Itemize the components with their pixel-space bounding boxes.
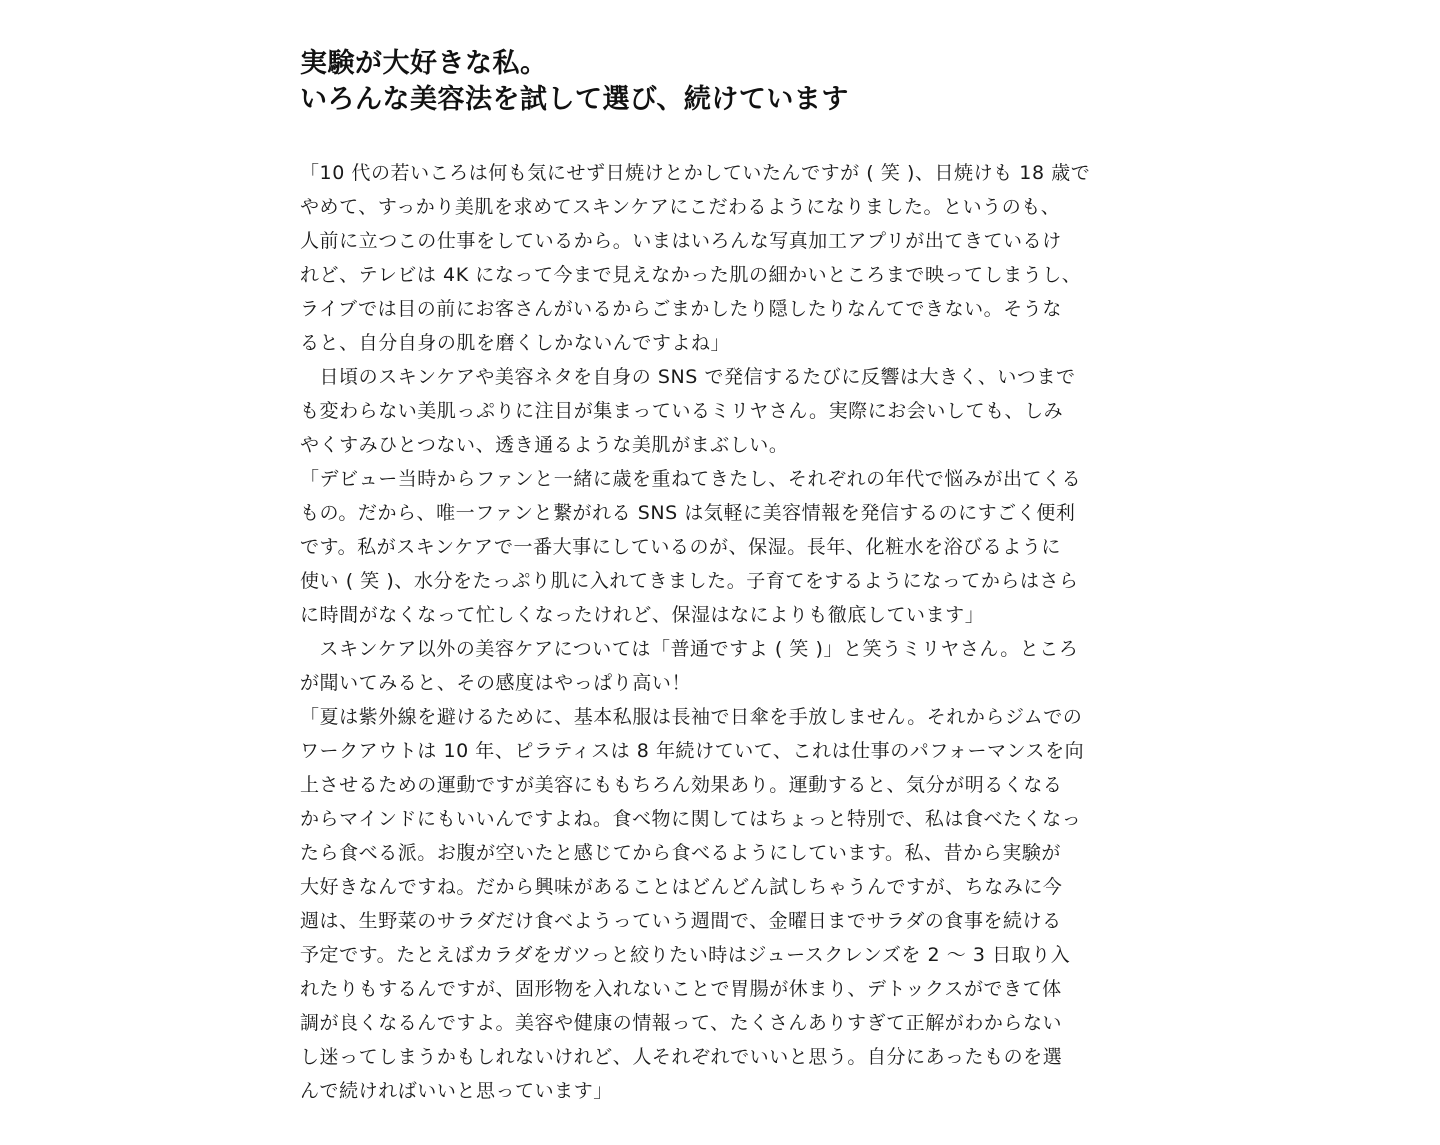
text-line: ワークアウトは 10 年、ピラティスは 8 年続けていて、これは仕事のパフォーマンスを向 xyxy=(300,740,1085,762)
text-line: 日頃のスキンケアや美容ネタを自身の SNS で発信するたびに反響は大きく、いつまで xyxy=(300,366,1076,388)
text-line: スキンケア以外の美容ケアについては「普通ですよ ( 笑 )」と笑うミリヤさん。ところ xyxy=(300,638,1079,660)
quote-paragraph xyxy=(300,156,1100,360)
text-line: たら食べる派。お腹が空いたと感じてから食べるようにしています。私、昔から実験が xyxy=(300,842,1061,864)
quote-paragraph xyxy=(300,462,1100,632)
quote-paragraph xyxy=(300,700,1100,1108)
headline-line: 実験が大好きな私。 xyxy=(300,48,548,79)
text-line: 調が良くなるんですよ。美容や健康の情報って、たくさんありすぎて正解がわからない xyxy=(300,1012,1063,1034)
text-line: に時間がなくなって忙しくなったけれど、保湿はなによりも徹底しています」 xyxy=(300,604,985,626)
text-line: が聞いてみると、その感度はやっぱり高い！ xyxy=(300,672,692,694)
text-line: からマインドにもいいんですよね。食べ物に関してはちょっと特別で、私は食べたくなっ xyxy=(300,808,1082,830)
article-body xyxy=(300,156,1100,1108)
text-line: 使い ( 笑 )、水分をたっぷり肌に入れてきました。子育てをするようになってからはさら xyxy=(300,570,1079,592)
text-line: 週は、生野菜のサラダだけ食べようっていう週間で、金曜日までサラダの食事を続ける xyxy=(300,910,1062,932)
text-line: んで続ければいいと思っています」 xyxy=(300,1080,613,1102)
text-line: 上させるための運動ですが美容にももちろん効果あり。運動すると、気分が明るくなる xyxy=(300,774,1063,796)
text-line: です。私がスキンケアで一番大事にしているのが、保湿。長年、化粧水を浴びるように xyxy=(300,536,1061,558)
text-line: やくすみひとつない、透き通るような美肌がまぶしい。 xyxy=(300,434,789,456)
text-line: ると、自分自身の肌を磨くしかないんですよね」 xyxy=(300,332,731,354)
text-line: も変わらない美肌っぷりに注目が集まっているミリヤさん。実際にお会いしても、しみ xyxy=(300,400,1064,422)
text-line: れたりもするんですが、固形物を入れないことで胃腸が休まり、デトックスができて体 xyxy=(300,978,1062,1000)
text-line: 「10 代の若いころは何も気にせず日焼けとかしていたんですが ( 笑 )、日焼けも 18 歳で xyxy=(300,162,1091,184)
narration-paragraph xyxy=(300,360,1100,462)
text-line: 人前に立つこの仕事をしているから。いまはいろんな写真加工アプリが出てきているけ xyxy=(300,230,1062,252)
headline-line: いろんな美容法を試して選び、続けています xyxy=(300,84,849,115)
text-line: ライブでは目の前にお客さんがいるからごまかしたり隠したりなんてできない。そうな xyxy=(300,298,1062,320)
text-line: 「デビュー当時からファンと一緒に歳を重ねてきたし、それぞれの年代で悩みが出てくる xyxy=(300,468,1082,490)
text-line: やめて、すっかり美肌を求めてスキンケアにこだわるようになりました。というのも、 xyxy=(300,196,1061,218)
text-line: もの。だから、唯一ファンと繋がれる SNS は気軽に美容情報を発信するのにすごく便利 xyxy=(300,502,1076,524)
narration-paragraph xyxy=(300,632,1100,700)
text-line: 大好きなんですね。だから興味があることはどんどん試しちゃうんですが、ちなみに今 xyxy=(300,876,1063,898)
article-headline xyxy=(300,46,1100,118)
text-line: し迷ってしまうかもしれないけれど、人それぞれでいいと思う。自分にあったものを選 xyxy=(300,1046,1063,1068)
text-line: 予定です。たとえばカラダをガツっと絞りたい時はジュースクレンズを 2 〜 3 日取り入 xyxy=(300,944,1071,966)
text-line: れど、テレビは 4K になって今まで見えなかった肌の細かいところまで映ってしまうし、 xyxy=(300,264,1082,286)
article xyxy=(300,46,1100,1108)
text-line: 「夏は紫外線を避けるために、基本私服は長袖で日傘を手放しません。それからジムでの xyxy=(300,706,1083,728)
